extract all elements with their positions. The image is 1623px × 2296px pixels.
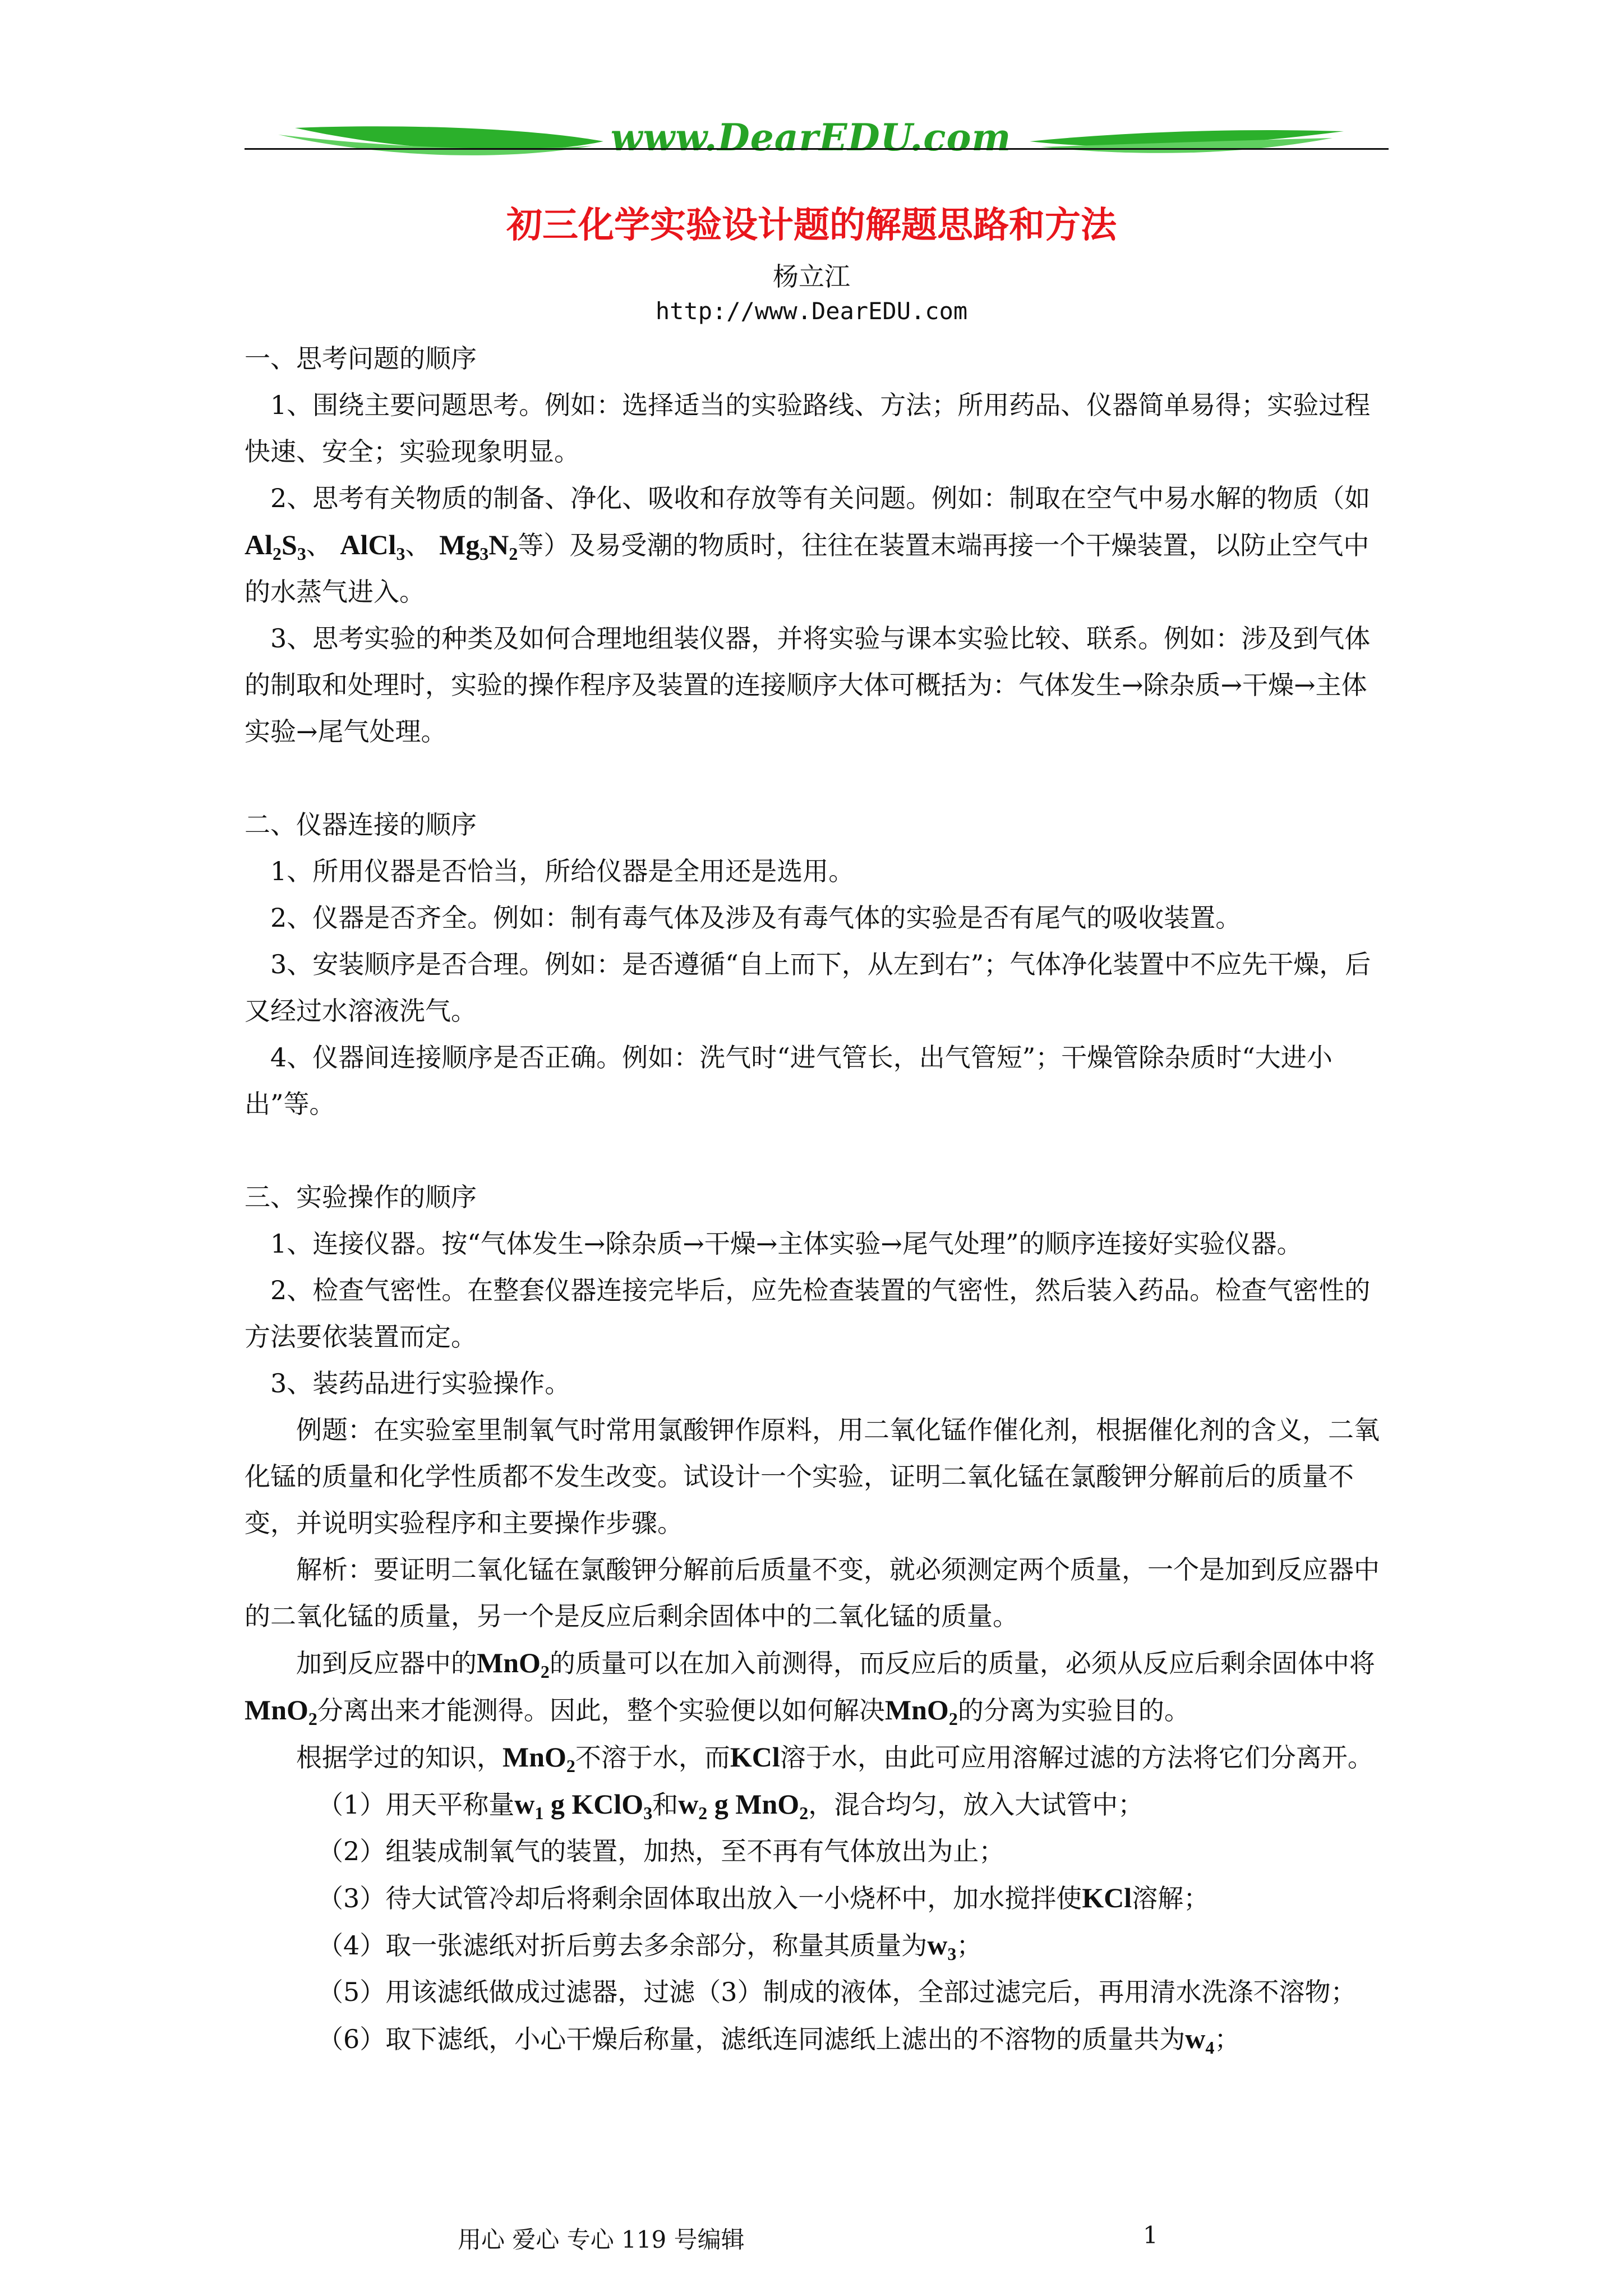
step-6: （6）取下滤纸，小心干燥后称量，滤纸连同滤纸上滤出的不溶物的质量共为$w_4$； bbox=[317, 2023, 1241, 2058]
page-title: 初三化学实验设计题的解题思路和方法 bbox=[506, 205, 1117, 246]
page-number: 1 bbox=[1143, 2221, 1158, 2249]
paragraph: 2、检查气密性。在整套仪器连接完毕后，应先检查装置的气密性，然后装入药品。检查气密性的方法要依装置而定。 bbox=[245, 1275, 1371, 1352]
formula-al2s3: $Al_2S_3$ bbox=[245, 529, 306, 564]
section-heading: 一、思考问题的顺序 bbox=[245, 343, 477, 374]
paragraph: 3、装药品进行实验操作。 bbox=[270, 1368, 571, 1398]
example-question: 例题：在实验室里制氧气时常用氯酸钾作原料，用二氧化锰作催化剂，根据催化剂的含义，二氧化锰的质量和化学性质都不发生改变。试设计一个实验，证明二氧化锰在氯酸钾分解前后的质量不变，并说明实验程序和主要操作步骤。 bbox=[245, 1415, 1380, 1538]
step-2: （2）组装成制氧气的装置，加热，至不再有气体放出为止； bbox=[317, 1836, 1005, 1866]
section-heading: 三、实验操作的顺序 bbox=[245, 1182, 477, 1212]
site-logo: www.DearEDU.com bbox=[610, 116, 1012, 159]
paragraph: 1、连接仪器。按“气体发生→除杂质→干燥→主体实验→尾气处理”的顺序连接好实验仪器。 bbox=[270, 1228, 1303, 1259]
formula-w4: $w_4$ bbox=[1185, 2023, 1215, 2058]
formula-kcl: KCl bbox=[1082, 1882, 1132, 1913]
analysis-paragraph: 解析：要证明二氧化锰在氯酸钾分解前后质量不变，就必须测定两个质量，一个是加到反应器中的二氧化锰的质量，另一个是反应后剩余固体中的二氧化锰的质量。 bbox=[245, 1554, 1380, 1631]
source-url: http://www.DearEDU.com bbox=[655, 297, 968, 325]
paragraph: 3、思考实验的种类及如何合理地组装仪器，并将实验与课本实验比较、联系。例如：涉及到气体的制取和处理时，实验的操作程序及装置的连接顺序大体可概括为：气体发生→除杂质→干燥→主体实验→尾气处理。 bbox=[245, 623, 1371, 747]
section-heading: 二、仪器连接的顺序 bbox=[245, 809, 477, 840]
step-3: （3）待大试管冷却后将剩余固体取出放入一小烧杯中，加水搅拌使KCl溶解； bbox=[317, 1882, 1210, 1913]
paragraph: 加到反应器中的MnO$_2$的质量可以在加入前测得，而反应后的质量，必须从反应后剩余固体中将MnO$_2$分离出来才能测得。因此，整个实验便以如何解决MnO$_2$的分离为实验目的。 bbox=[245, 1647, 1375, 1729]
step-1: （1）用天平称量$w_1$ g KClO$_3$和$w_2$ g MnO$_2$，混合均匀，放入大试管中； bbox=[317, 1788, 1144, 1823]
header-rule bbox=[245, 148, 1389, 150]
formula-mg3n2: $Mg_3N_2$ bbox=[439, 529, 518, 564]
paragraph: 1、所用仪器是否恰当，所给仪器是全用还是选用。 bbox=[270, 856, 855, 886]
formula-mno2: MnO$_2$ bbox=[477, 1647, 550, 1682]
paragraph: 4、仪器间连接顺序是否正确。例如：洗气时“进气管长，出气管短”；干燥管除杂质时“大进小出”等。 bbox=[245, 1042, 1332, 1119]
paragraph: 3、安装顺序是否合理。例如：是否遵循“自上而下，从左到右”；气体净化装置中不应先干燥，后又经过水溶液洗气。 bbox=[245, 949, 1371, 1026]
footer-note: 用心 爱心 专心 119 号编辑 bbox=[458, 2226, 745, 2253]
step-5: （5）用该滤纸做成过滤器，过滤（3）制成的液体，全部过滤完后，再用清水洗涤不溶物； bbox=[317, 1977, 1357, 2007]
author: 杨立江 bbox=[773, 261, 850, 292]
formula-w1: $w_1$ bbox=[514, 1788, 544, 1823]
formula-mno2: MnO$_2$ bbox=[502, 1741, 575, 1776]
formula-kcl: KCl bbox=[730, 1741, 780, 1773]
formula-kclo3: KClO$_3$ bbox=[571, 1788, 653, 1823]
formula-w3: $w_3$ bbox=[927, 1929, 957, 1964]
paragraph: 1、围绕主要问题思考。例如：选择适当的实验路线、方法；所用药品、仪器简单易得；实验过程快速、安全；实验现象明显。 bbox=[245, 390, 1371, 467]
article-body bbox=[245, 335, 1389, 2063]
page-header bbox=[245, 112, 1389, 174]
formula-mno2: MnO$_2$ bbox=[735, 1788, 809, 1823]
paragraph: 根据学过的知识，MnO$_2$不溶于水，而KCl溶于水，由此可应用溶解过滤的方法将它们分离开。 bbox=[296, 1741, 1373, 1776]
paragraph: 2、思考有关物质的制备、净化、吸收和存放等有关问题。例如：制取在空气中易水解的物质（如$Al_2S_3$、 AlCl$_3$、 $Mg_3N_2$等）及易受潮的物质时，往往在装置末端再接一个干燥装置，以防止空气中的水蒸气进入。 bbox=[245, 483, 1371, 607]
formula-mno2: MnO$_2$ bbox=[884, 1694, 958, 1729]
formula-mno2: MnO$_2$ bbox=[245, 1694, 317, 1729]
formula-w2: $w_2$ bbox=[678, 1788, 708, 1823]
paragraph: 2、仪器是否齐全。例如：制有毒气体及涉及有毒气体的实验是否有尾气的吸收装置。 bbox=[270, 903, 1242, 933]
step-4: （4）取一张滤纸对折后剪去多余部分，称量其质量为$w_3$； bbox=[317, 1929, 983, 1964]
formula-alcl3: AlCl$_3$ bbox=[340, 529, 405, 564]
